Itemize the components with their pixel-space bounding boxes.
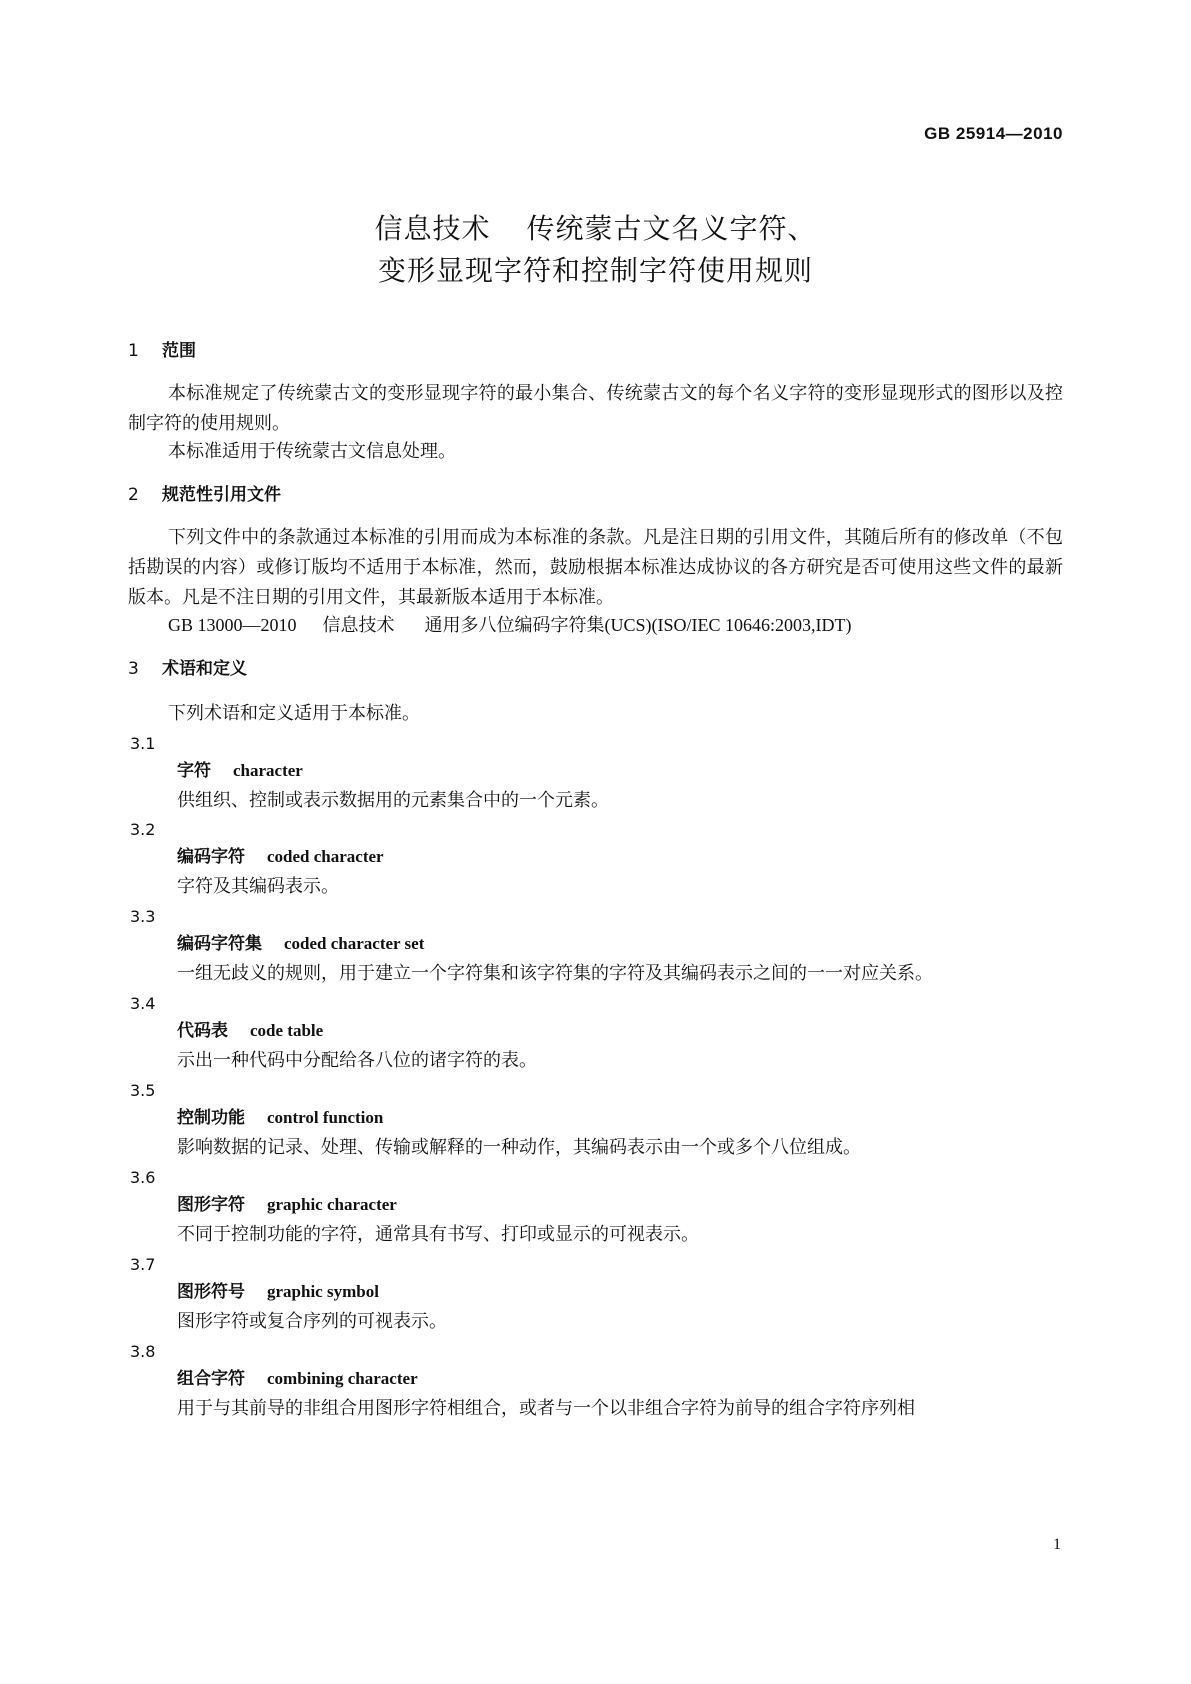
term-zh: 图形字符 [177,1195,245,1215]
normative-references-paragraph: 下列文件中的条款通过本标准的引用而成为本标准的条款。凡是注日期的引用文件，其随后所有的修改单（不包括勘误的内容）或修订版均不适用于本标准，然而，鼓励根据本标准达成协议的各方研究是否可使用这些文件的最新版本。凡是不注日期的引用文件，其最新版本适用于本标准。 [128,527,1063,607]
standard-code: GB 25914—2010 [924,124,1063,143]
section-3-heading [128,658,247,680]
term-definition: 字符及其编码表示。 [177,876,339,896]
term-number: 3.5 [130,1081,156,1100]
term-number: 3.1 [130,734,156,753]
section-title: 范围 [162,341,196,361]
term-heading [177,845,384,869]
term-heading [177,1193,397,1217]
reference-code: GB 13000—2010 [168,615,297,635]
term-heading [177,759,303,783]
term-heading [177,1019,323,1043]
term-number: 3.7 [130,1255,156,1274]
term-en: code table [250,1021,324,1040]
term-number: 3.2 [130,820,156,839]
title-line-1 [0,208,1191,250]
term-en: graphic character [267,1195,397,1214]
scope-paragraph-1: 本标准规定了传统蒙古文的变形显现字符的最小集合、传统蒙古文的每个名义字符的变形显现形式的图形以及控制字符的使用规则。 [128,383,1063,433]
section-number: 2 [128,485,139,505]
term-number: 3.6 [130,1168,156,1187]
section-2-heading [128,484,281,506]
term-zh: 控制功能 [177,1108,245,1128]
title-line-2: 变形显现字符和控制字符使用规则 [377,254,813,287]
term-number: 3.4 [130,994,156,1013]
term-zh: 字符 [177,761,211,781]
title-part-a: 信息技术 [374,212,491,245]
reference-entry [168,612,852,638]
term-heading [177,1280,379,1304]
term-definition: 一组无歧义的规则，用于建立一个字符集和该字符集的字符及其编码表示之间的一一对应关系。 [177,963,933,983]
title-part-b: 传统蒙古文名义字符、 [526,212,817,245]
term-en: graphic symbol [267,1282,379,1301]
term-heading [177,1367,418,1391]
section-title: 术语和定义 [162,659,247,679]
reference-title-b: 通用多八位编码字符集(UCS)(ISO/IEC 10646:2003,IDT) [424,615,852,635]
term-definition: 图形字符或复合序列的可视表示。 [177,1311,447,1331]
term-definition: 不同于控制功能的字符，通常具有书写、打印或显示的可视表示。 [177,1224,699,1244]
term-en: control function [267,1108,384,1127]
term-zh: 编码字符 [177,847,245,867]
page-number: 1 [1053,1536,1061,1553]
reference-title-a: 信息技术 [322,615,395,635]
term-en: character [233,761,303,780]
section-title: 规范性引用文件 [162,485,281,505]
term-zh: 图形符号 [177,1282,245,1302]
term-heading [177,932,424,956]
section-number: 3 [128,659,139,679]
term-en: coded character [267,847,384,866]
section-1-heading [128,340,196,362]
term-zh: 代码表 [177,1021,228,1041]
scope-paragraph-2: 本标准适用于传统蒙古文信息处理。 [168,441,456,461]
term-zh: 组合字符 [177,1369,245,1389]
terms-intro: 下列术语和定义适用于本标准。 [168,703,420,723]
term-en: coded character set [284,934,425,953]
term-number: 3.3 [130,907,156,926]
section-number: 1 [128,341,139,361]
term-number: 3.8 [130,1342,156,1361]
term-definition: 影响数据的记录、处理、传输或解释的一种动作，其编码表示由一个或多个八位组成。 [177,1137,861,1157]
term-definition: 供组织、控制或表示数据用的元素集合中的一个元素。 [177,790,609,810]
term-zh: 编码字符集 [177,934,262,954]
term-definition: 示出一种代码中分配给各八位的诸字符的表。 [177,1050,537,1070]
term-heading [177,1106,383,1130]
term-definition: 用于与其前导的非组合用图形字符相组合，或者与一个以非组合字符为前导的组合字符序列相 [177,1398,915,1418]
term-en: combining character [267,1369,418,1388]
